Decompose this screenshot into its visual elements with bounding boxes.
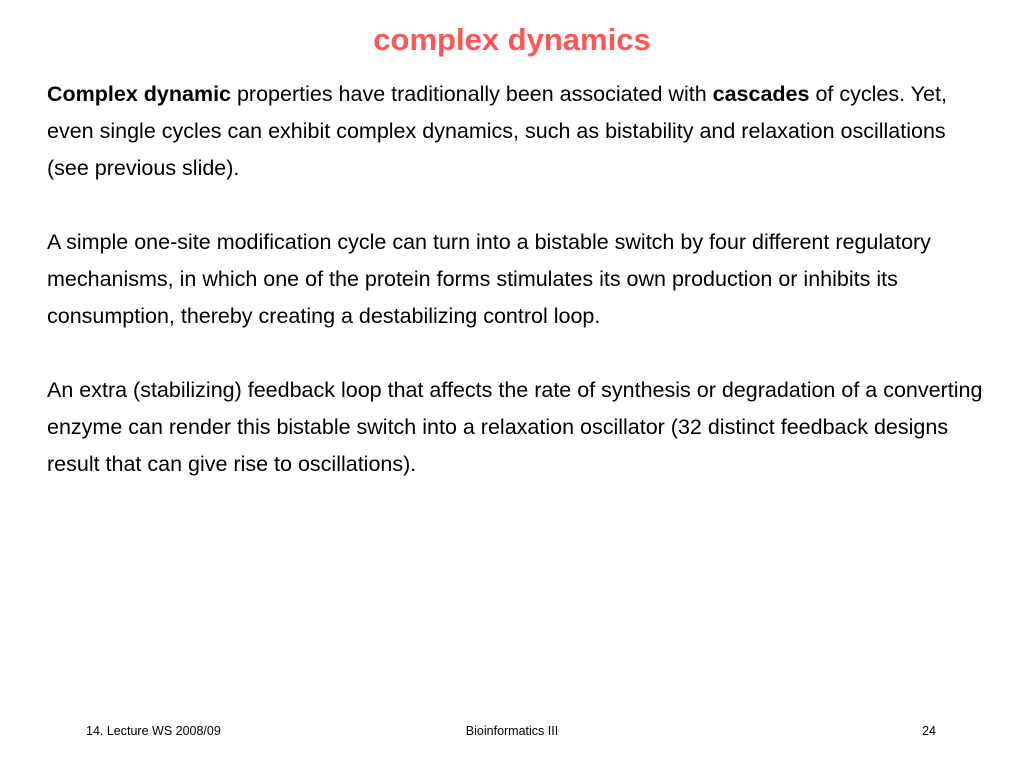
footer-course: Bioinformatics III — [465, 724, 559, 738]
slide-title: complex dynamics — [373, 22, 651, 57]
paragraph-relaxation-oscillator: An extra (stabilizing) feedback loop that affects the rate of synthesis or degradation of a converting enzyme can render this bistable switch into a relaxation oscillator (32 distinct feedback designs result that can give rise to oscillations). — [47, 378, 983, 476]
paragraph1-text-a: properties have traditionally been associated with — [231, 82, 713, 106]
slide-body — [47, 76, 987, 520]
bold-term-cascades: cascades — [712, 82, 810, 106]
paragraph-bistable-switch: A simple one-site modification cycle can turn into a bistable switch by four different regulatory mechanisms, in which one of the protein forms stimulates its own production or inhibits its consumption, thereby creating a destabilizing control loop. — [47, 230, 931, 328]
paragraph-complex-dynamic — [47, 76, 987, 187]
paragraph1-text-b: of cycles. Yet, even single cycles can exhibit complex dynamics, such as bistability and relaxation oscillations (see previous slide). — [47, 82, 947, 180]
footer-page-number: 24 — [922, 724, 936, 738]
footer-lecture: 14. Lecture WS 2008/09 — [86, 724, 221, 738]
bold-term-complex-dynamic: Complex dynamic — [47, 82, 231, 106]
